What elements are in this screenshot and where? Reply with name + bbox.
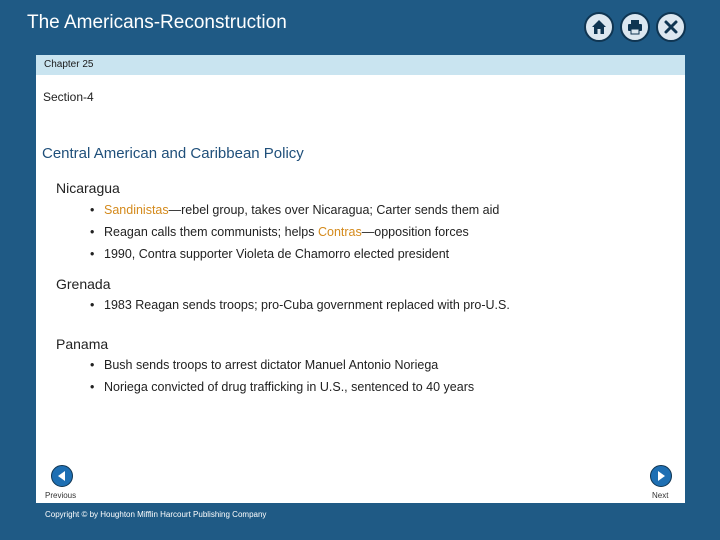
chapter-label: Chapter 25 [44, 59, 94, 70]
bullet-item [90, 380, 474, 394]
highlight-term: Contras [317, 225, 362, 239]
printer-icon [627, 19, 643, 35]
close-icon [663, 19, 679, 35]
bullet-icon: • [90, 298, 95, 312]
home-icon [591, 19, 607, 35]
bullet-text: Reagan calls them communists; helps [104, 225, 318, 239]
bullet-item [90, 358, 438, 372]
bullet-text: —rebel group, takes over Nicaragua; Carter sends them aid [168, 203, 500, 217]
bullet-icon: • [90, 203, 95, 217]
next-button[interactable] [650, 465, 672, 487]
exit-button[interactable] [656, 12, 686, 42]
previous-button[interactable] [51, 465, 73, 487]
topic-heading-panama: Panama [56, 336, 109, 352]
next-label[interactable]: Next [652, 491, 669, 500]
home-button[interactable] [584, 12, 614, 42]
highlight-term: Sandinistas [104, 203, 169, 217]
bullet-item [90, 225, 469, 239]
content-panel [36, 75, 685, 503]
page-title: Central American and Caribbean Policy [42, 145, 304, 162]
bullet-text: Noriega convicted of drug trafficking in U.S., sentenced to 40 years [104, 380, 475, 394]
section-label: Section-4 [43, 90, 94, 104]
bullet-icon: • [90, 380, 95, 394]
copyright-text: Copyright © by Houghton Mifflin Harcourt Publishing Company [45, 510, 267, 519]
bullet-item [90, 298, 510, 312]
footer-bar [36, 503, 685, 530]
arrow-left-icon [56, 470, 68, 482]
bullet-text: —opposition forces [361, 225, 469, 239]
app-title: The Americans-Reconstruction [27, 12, 287, 33]
topic-heading-nicaragua: Nicaragua [56, 180, 120, 196]
bullet-icon: • [90, 225, 95, 239]
chapter-bar [36, 55, 685, 75]
arrow-right-icon [655, 470, 667, 482]
bullet-text: Bush sends troops to arrest dictator Manuel Antonio Noriega [104, 358, 439, 372]
bullet-text: 1983 Reagan sends troops; pro-Cuba government replaced with pro-U.S. [104, 298, 510, 312]
bullet-icon: • [90, 358, 95, 372]
bullet-text: 1990, Contra supporter Violeta de Chamorro elected president [104, 247, 450, 261]
bullet-item [90, 203, 499, 217]
print-button[interactable] [620, 12, 650, 42]
topic-heading-grenada: Grenada [56, 276, 111, 292]
previous-label[interactable]: Previous [45, 491, 77, 500]
bullet-item [90, 247, 449, 261]
bullet-icon: • [90, 247, 95, 261]
